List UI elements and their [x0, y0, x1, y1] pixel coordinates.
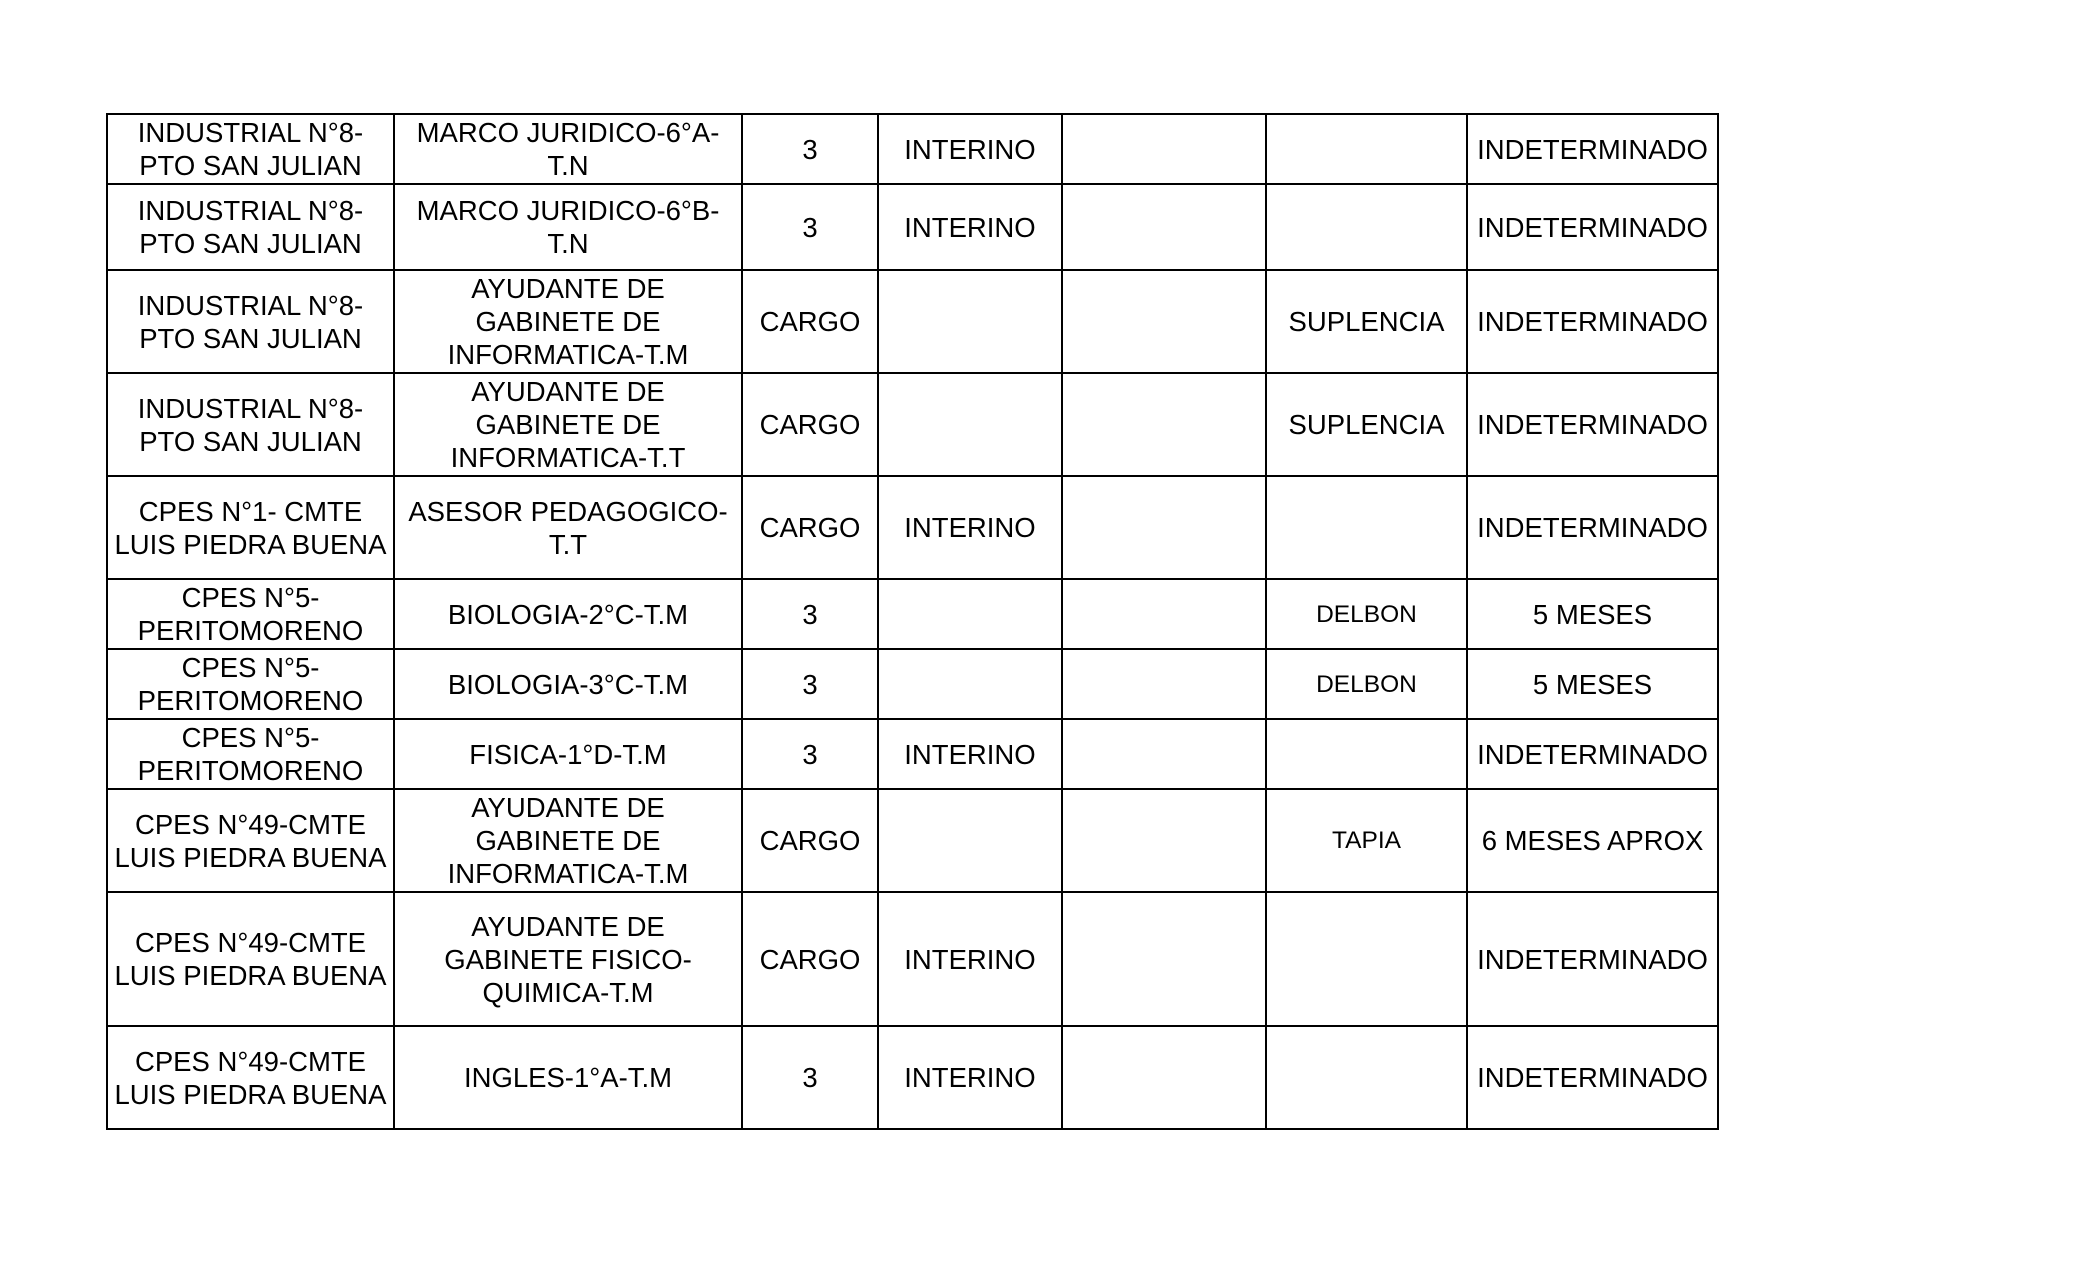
subject-cell — [394, 649, 742, 719]
hours-cell — [742, 649, 878, 719]
subject-cell-text: AYUDANTE DE GABINETE DE INFORMATICA-T.M — [447, 792, 689, 889]
table-row — [107, 270, 1718, 373]
status-cell-text: INTERINO — [904, 943, 1036, 975]
school-cell — [107, 476, 394, 579]
hours-cell-text: 3 — [802, 133, 818, 165]
status-cell — [878, 1026, 1062, 1129]
empty-cell — [1062, 789, 1266, 892]
school-cell-text: CPES N°1- CMTE LUIS PIEDRA BUENA — [114, 495, 387, 560]
replacement-cell — [1266, 270, 1467, 373]
hours-cell — [742, 476, 878, 579]
hours-cell-text: CARGO — [759, 409, 861, 440]
duration-cell — [1467, 719, 1718, 789]
hours-cell-text: 3 — [802, 211, 818, 243]
subject-cell-text: BIOLOGIA-2°C-T.M — [447, 598, 689, 630]
duration-cell-text: INDETERMINADO — [1477, 133, 1708, 165]
duration-cell — [1467, 373, 1718, 476]
table-row — [107, 649, 1718, 719]
school-cell-text: CPES N°5-PERITOMORENO — [137, 652, 364, 716]
school-cell — [107, 649, 394, 719]
status-cell-text: INTERINO — [904, 738, 1036, 770]
table-row — [107, 789, 1718, 892]
replacement-cell-text: DELBON — [1316, 600, 1417, 628]
school-cell-text: CPES N°49-CMTE LUIS PIEDRA BUENA — [114, 808, 387, 873]
school-cell — [107, 579, 394, 649]
subject-cell-text: INGLES-1°A-T.M — [463, 1062, 673, 1093]
replacement-cell — [1266, 114, 1467, 184]
table-body — [107, 114, 1718, 1129]
empty-cell — [1062, 114, 1266, 184]
table-row — [107, 892, 1718, 1026]
status-cell — [878, 789, 1062, 892]
status-cell — [878, 114, 1062, 184]
subject-cell-text: BIOLOGIA-3°C-T.M — [447, 668, 689, 700]
duration-cell — [1467, 892, 1718, 1026]
hours-cell — [742, 373, 878, 476]
vacancy-table — [106, 113, 1719, 1130]
subject-cell-text: MARCO JURIDICO-6°A-T.N — [416, 117, 720, 181]
duration-cell-text: INDETERMINADO — [1477, 943, 1708, 975]
school-cell-text: CPES N°49-CMTE LUIS PIEDRA BUENA — [114, 1045, 387, 1110]
school-cell-text: INDUSTRIAL N°8-PTO SAN JULIAN — [137, 289, 364, 354]
replacement-cell — [1266, 649, 1467, 719]
duration-cell — [1467, 649, 1718, 719]
status-cell — [878, 579, 1062, 649]
school-cell — [107, 270, 394, 373]
school-cell — [107, 114, 394, 184]
table-row — [107, 1026, 1718, 1129]
duration-cell — [1467, 114, 1718, 184]
empty-cell — [1062, 649, 1266, 719]
status-cell — [878, 184, 1062, 270]
school-cell-text: INDUSTRIAL N°8-PTO SAN JULIAN — [137, 392, 364, 457]
replacement-cell — [1266, 719, 1467, 789]
hours-cell — [742, 270, 878, 373]
duration-cell-text: 5 MESES — [1532, 598, 1653, 630]
replacement-cell — [1266, 579, 1467, 649]
replacement-cell-text: SUPLENCIA — [1288, 306, 1445, 337]
school-cell — [107, 789, 394, 892]
hours-cell — [742, 892, 878, 1026]
subject-cell-text: FISICA-1°D-T.M — [469, 738, 667, 770]
hours-cell-text: 3 — [802, 738, 818, 770]
subject-cell — [394, 579, 742, 649]
replacement-cell-text: DELBON — [1316, 670, 1417, 698]
replacement-cell — [1266, 892, 1467, 1026]
school-cell — [107, 892, 394, 1026]
school-cell-text: INDUSTRIAL N°8-PTO SAN JULIAN — [137, 117, 364, 181]
subject-cell-text: MARCO JURIDICO-6°B-T.N — [416, 195, 720, 259]
table-row — [107, 184, 1718, 270]
duration-cell-text: INDETERMINADO — [1477, 409, 1708, 440]
replacement-cell — [1266, 373, 1467, 476]
subject-cell — [394, 476, 742, 579]
subject-cell — [394, 373, 742, 476]
school-cell — [107, 719, 394, 789]
status-cell-text: INTERINO — [904, 133, 1036, 165]
subject-cell — [394, 719, 742, 789]
school-cell — [107, 1026, 394, 1129]
hours-cell-text: CARGO — [759, 943, 861, 975]
table-row — [107, 476, 1718, 579]
duration-cell-text: INDETERMINADO — [1477, 306, 1708, 337]
subject-cell — [394, 114, 742, 184]
duration-cell — [1467, 579, 1718, 649]
subject-cell — [394, 1026, 742, 1129]
empty-cell — [1062, 1026, 1266, 1129]
school-cell-text: INDUSTRIAL N°8-PTO SAN JULIAN — [137, 195, 364, 259]
duration-cell-text: INDETERMINADO — [1477, 1062, 1708, 1093]
duration-cell — [1467, 789, 1718, 892]
replacement-cell — [1266, 476, 1467, 579]
duration-cell-text: INDETERMINADO — [1477, 512, 1708, 543]
replacement-cell-text: SUPLENCIA — [1288, 409, 1445, 440]
status-cell — [878, 476, 1062, 579]
hours-cell-text: 3 — [802, 1062, 818, 1093]
duration-cell-text: INDETERMINADO — [1477, 738, 1708, 770]
replacement-cell — [1266, 184, 1467, 270]
replacement-cell — [1266, 1026, 1467, 1129]
subject-cell-text: AYUDANTE DE GABINETE FISICO-QUIMICA-T.M — [444, 910, 692, 1008]
school-cell-text: CPES N°5-PERITOMORENO — [137, 582, 364, 646]
hours-cell — [742, 719, 878, 789]
table-row — [107, 373, 1718, 476]
hours-cell-text: 3 — [802, 598, 818, 630]
empty-cell — [1062, 270, 1266, 373]
duration-cell — [1467, 270, 1718, 373]
status-cell — [878, 373, 1062, 476]
hours-cell — [742, 114, 878, 184]
school-cell-text: CPES N°49-CMTE LUIS PIEDRA BUENA — [114, 927, 387, 991]
status-cell-text: INTERINO — [904, 1062, 1036, 1093]
duration-cell-text: INDETERMINADO — [1477, 211, 1708, 243]
duration-cell-text: 5 MESES — [1532, 668, 1653, 700]
table-row — [107, 579, 1718, 649]
subject-cell-text: AYUDANTE DE GABINETE DE INFORMATICA-T.M — [447, 273, 689, 370]
duration-cell-text: 6 MESES APROX — [1481, 825, 1704, 856]
subject-cell — [394, 789, 742, 892]
status-cell-text: INTERINO — [904, 512, 1036, 543]
subject-cell — [394, 892, 742, 1026]
hours-cell — [742, 184, 878, 270]
status-cell — [878, 649, 1062, 719]
duration-cell — [1467, 476, 1718, 579]
subject-cell — [394, 270, 742, 373]
status-cell — [878, 270, 1062, 373]
hours-cell-text: CARGO — [759, 825, 861, 856]
empty-cell — [1062, 892, 1266, 1026]
status-cell-text: INTERINO — [904, 211, 1036, 243]
replacement-cell-text: TAPIA — [1332, 827, 1401, 854]
replacement-cell — [1266, 789, 1467, 892]
status-cell — [878, 719, 1062, 789]
table-row — [107, 719, 1718, 789]
hours-cell — [742, 579, 878, 649]
empty-cell — [1062, 476, 1266, 579]
empty-cell — [1062, 373, 1266, 476]
hours-cell — [742, 1026, 878, 1129]
school-cell-text: CPES N°5-PERITOMORENO — [137, 722, 364, 786]
duration-cell — [1467, 1026, 1718, 1129]
table-row — [107, 114, 1718, 184]
duration-cell — [1467, 184, 1718, 270]
status-cell — [878, 892, 1062, 1026]
hours-cell-text: 3 — [802, 668, 818, 700]
subject-cell-text: AYUDANTE DE GABINETE DE INFORMATICA-T.T — [450, 376, 686, 473]
empty-cell — [1062, 184, 1266, 270]
subject-cell-text: ASESOR PEDAGOGICO-T.T — [408, 495, 728, 560]
hours-cell-text: CARGO — [759, 512, 861, 543]
hours-cell — [742, 789, 878, 892]
hours-cell-text: CARGO — [759, 306, 861, 337]
empty-cell — [1062, 719, 1266, 789]
school-cell — [107, 184, 394, 270]
subject-cell — [394, 184, 742, 270]
empty-cell — [1062, 579, 1266, 649]
school-cell — [107, 373, 394, 476]
